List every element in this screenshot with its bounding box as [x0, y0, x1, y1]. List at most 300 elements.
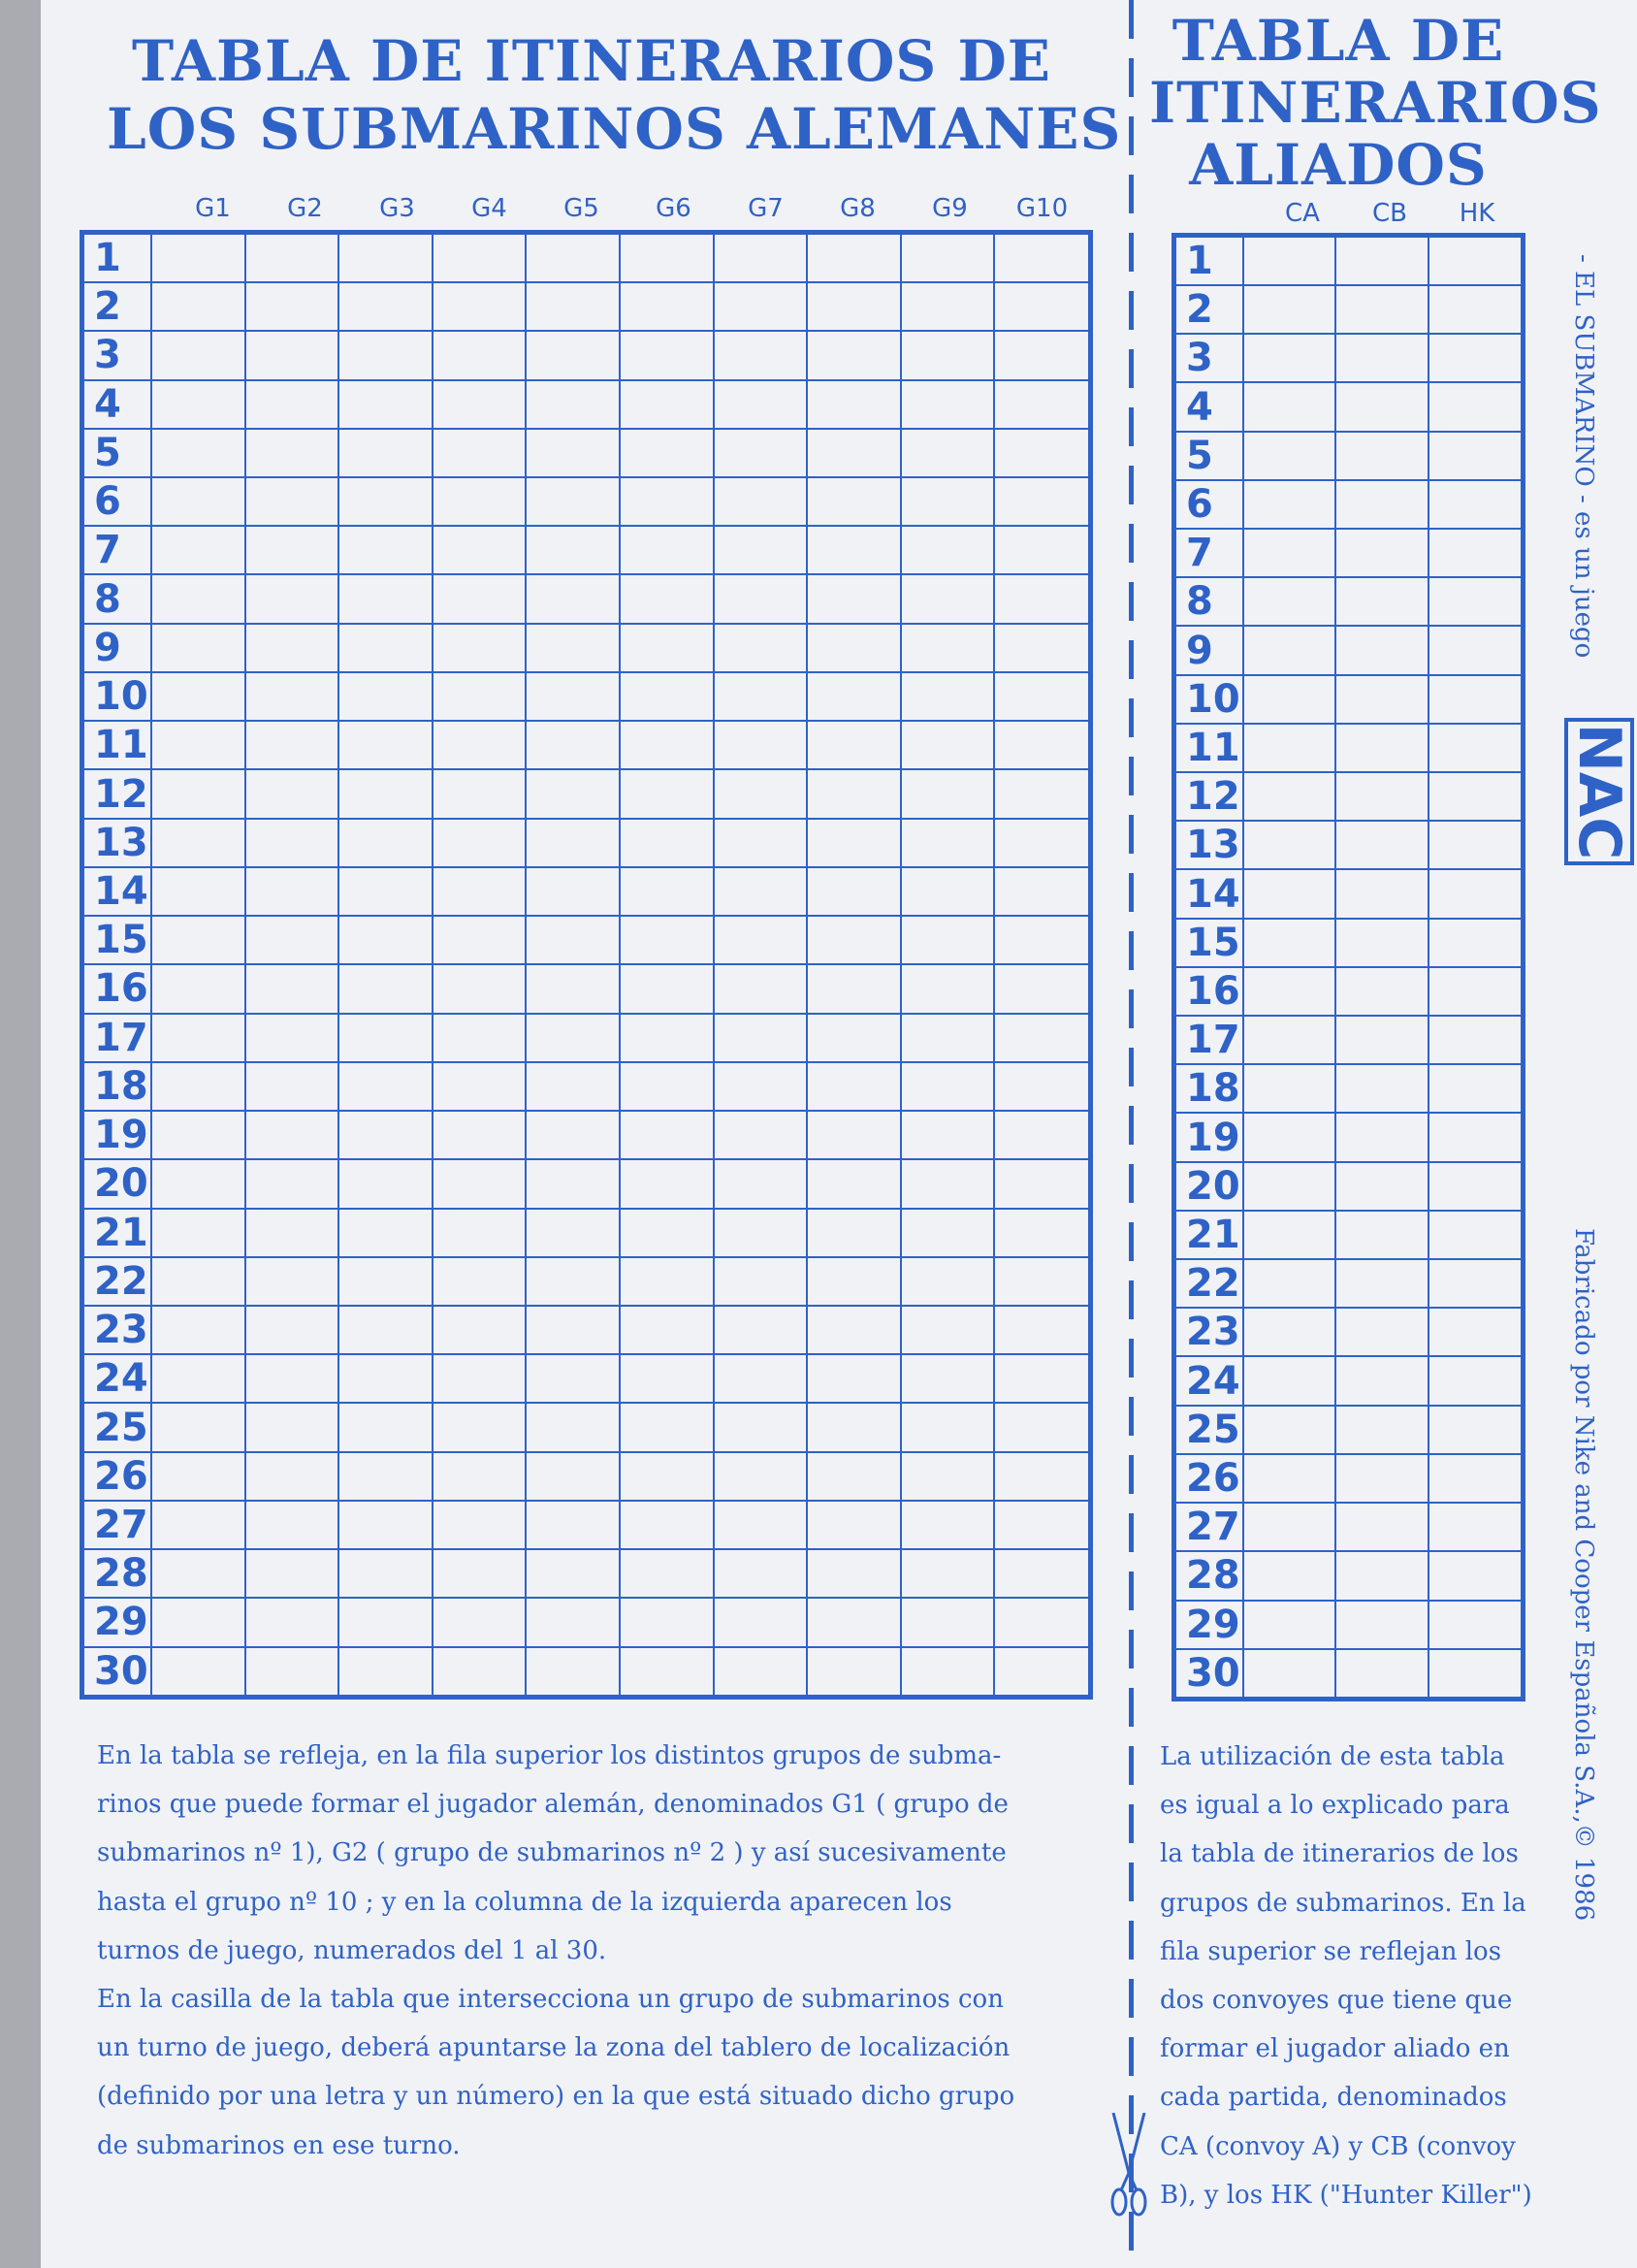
allied-table-cell[interactable]	[1243, 1211, 1335, 1259]
german-table-cell[interactable]	[994, 429, 1088, 477]
allied-table-cell[interactable]	[1243, 382, 1335, 431]
german-table-cell[interactable]	[151, 1306, 245, 1354]
german-table-cell[interactable]	[807, 574, 901, 623]
allied-table-cell[interactable]	[1335, 1259, 1428, 1308]
german-table-cell[interactable]	[994, 819, 1088, 867]
allied-table-cell[interactable]	[1428, 869, 1521, 918]
german-table-cell[interactable]	[807, 235, 901, 282]
german-table-cell[interactable]	[151, 1354, 245, 1403]
german-table-cell[interactable]	[245, 1159, 339, 1208]
german-table-cell[interactable]	[338, 867, 433, 916]
german-table-cell[interactable]	[245, 1209, 339, 1257]
allied-table-cell[interactable]	[1335, 334, 1428, 382]
german-table-cell[interactable]	[620, 867, 714, 916]
german-table-cell[interactable]	[245, 574, 339, 623]
allied-table-cell[interactable]	[1335, 1601, 1428, 1649]
german-table-cell[interactable]	[807, 1647, 901, 1695]
german-table-cell[interactable]	[901, 1209, 995, 1257]
german-table-cell[interactable]	[245, 964, 339, 1013]
german-table-cell[interactable]	[714, 867, 808, 916]
german-table-cell[interactable]	[807, 721, 901, 769]
german-table-cell[interactable]	[714, 1306, 808, 1354]
german-table-cell[interactable]	[714, 1647, 808, 1695]
allied-table-cell[interactable]	[1335, 919, 1428, 967]
german-table-cell[interactable]	[245, 1452, 339, 1501]
german-table-cell[interactable]	[151, 380, 245, 429]
german-table-cell[interactable]	[714, 1501, 808, 1549]
german-table-cell[interactable]	[901, 429, 995, 477]
german-table-cell[interactable]	[714, 380, 808, 429]
german-table-cell[interactable]	[714, 1452, 808, 1501]
german-table-cell[interactable]	[245, 331, 339, 379]
german-table-cell[interactable]	[901, 1111, 995, 1159]
german-table-cell[interactable]	[620, 331, 714, 379]
german-table-cell[interactable]	[338, 1159, 433, 1208]
german-table-cell[interactable]	[526, 429, 620, 477]
german-table-cell[interactable]	[526, 1647, 620, 1695]
german-table-cell[interactable]	[620, 1549, 714, 1598]
allied-table-cell[interactable]	[1243, 529, 1335, 577]
german-table-cell[interactable]	[526, 282, 620, 331]
allied-table-cell[interactable]	[1243, 724, 1335, 772]
german-table-cell[interactable]	[620, 1209, 714, 1257]
german-table-cell[interactable]	[338, 429, 433, 477]
german-table-cell[interactable]	[151, 1549, 245, 1598]
german-table-cell[interactable]	[526, 1549, 620, 1598]
allied-table-cell[interactable]	[1428, 1211, 1521, 1259]
german-table-cell[interactable]	[338, 235, 433, 282]
german-table-cell[interactable]	[901, 574, 995, 623]
allied-table-cell[interactable]	[1428, 480, 1521, 529]
german-table-cell[interactable]	[994, 1501, 1088, 1549]
german-table-cell[interactable]	[151, 331, 245, 379]
german-table-cell[interactable]	[526, 867, 620, 916]
german-table-cell[interactable]	[901, 1549, 995, 1598]
allied-table-cell[interactable]	[1243, 285, 1335, 334]
allied-table-cell[interactable]	[1243, 821, 1335, 869]
allied-table-cell[interactable]	[1335, 821, 1428, 869]
german-table-cell[interactable]	[245, 477, 339, 526]
german-table-cell[interactable]	[807, 672, 901, 721]
allied-table-cell[interactable]	[1335, 1649, 1428, 1697]
german-table-cell[interactable]	[714, 916, 808, 964]
allied-table-cell[interactable]	[1428, 1308, 1521, 1356]
german-table-cell[interactable]	[994, 282, 1088, 331]
german-table-cell[interactable]	[338, 380, 433, 429]
allied-table-cell[interactable]	[1243, 1503, 1335, 1551]
german-table-cell[interactable]	[994, 1403, 1088, 1451]
german-table-cell[interactable]	[338, 721, 433, 769]
german-table-cell[interactable]	[714, 624, 808, 672]
german-table-cell[interactable]	[714, 769, 808, 818]
german-table-cell[interactable]	[620, 477, 714, 526]
allied-table-cell[interactable]	[1428, 1162, 1521, 1211]
german-table-cell[interactable]	[994, 769, 1088, 818]
allied-table-cell[interactable]	[1428, 821, 1521, 869]
german-table-cell[interactable]	[338, 1403, 433, 1451]
german-table-cell[interactable]	[807, 916, 901, 964]
german-table-cell[interactable]	[245, 1014, 339, 1062]
german-table-cell[interactable]	[151, 721, 245, 769]
allied-table-cell[interactable]	[1243, 480, 1335, 529]
german-table-cell[interactable]	[807, 1501, 901, 1549]
german-table-cell[interactable]	[151, 235, 245, 282]
allied-table-cell[interactable]	[1243, 1308, 1335, 1356]
german-table-cell[interactable]	[151, 964, 245, 1013]
german-table-cell[interactable]	[526, 1306, 620, 1354]
german-table-cell[interactable]	[901, 380, 995, 429]
german-table-cell[interactable]	[714, 819, 808, 867]
allied-table-cell[interactable]	[1428, 772, 1521, 821]
german-table-cell[interactable]	[433, 624, 527, 672]
german-table-cell[interactable]	[151, 1014, 245, 1062]
german-table-cell[interactable]	[526, 1257, 620, 1306]
allied-table-cell[interactable]	[1428, 919, 1521, 967]
german-table-cell[interactable]	[620, 1014, 714, 1062]
german-table-cell[interactable]	[901, 1354, 995, 1403]
german-table-cell[interactable]	[245, 1501, 339, 1549]
german-table-cell[interactable]	[526, 1403, 620, 1451]
allied-table-cell[interactable]	[1428, 1649, 1521, 1697]
german-table-cell[interactable]	[151, 624, 245, 672]
allied-table-cell[interactable]	[1335, 1064, 1428, 1113]
german-table-cell[interactable]	[901, 1403, 995, 1451]
german-table-cell[interactable]	[526, 672, 620, 721]
german-table-cell[interactable]	[807, 624, 901, 672]
german-table-cell[interactable]	[245, 1403, 339, 1451]
german-table-cell[interactable]	[807, 1403, 901, 1451]
german-table-cell[interactable]	[151, 819, 245, 867]
german-table-cell[interactable]	[901, 331, 995, 379]
german-table-cell[interactable]	[338, 1647, 433, 1695]
german-table-cell[interactable]	[245, 1598, 339, 1646]
german-table-cell[interactable]	[807, 429, 901, 477]
allied-table-cell[interactable]	[1335, 1162, 1428, 1211]
german-table-cell[interactable]	[338, 1549, 433, 1598]
german-table-cell[interactable]	[807, 282, 901, 331]
german-table-cell[interactable]	[245, 1647, 339, 1695]
german-table-cell[interactable]	[714, 672, 808, 721]
allied-table-cell[interactable]	[1243, 772, 1335, 821]
german-table-cell[interactable]	[433, 964, 527, 1013]
german-table-cell[interactable]	[714, 1598, 808, 1646]
german-table-cell[interactable]	[433, 1014, 527, 1062]
german-table-cell[interactable]	[433, 769, 527, 818]
allied-table-cell[interactable]	[1428, 577, 1521, 626]
german-table-cell[interactable]	[994, 1257, 1088, 1306]
german-table-cell[interactable]	[245, 429, 339, 477]
german-table-cell[interactable]	[901, 235, 995, 282]
german-table-cell[interactable]	[151, 282, 245, 331]
german-table-cell[interactable]	[620, 1403, 714, 1451]
german-table-cell[interactable]	[620, 1257, 714, 1306]
allied-table-cell[interactable]	[1335, 724, 1428, 772]
german-table-cell[interactable]	[714, 1257, 808, 1306]
german-table-cell[interactable]	[901, 624, 995, 672]
german-table-cell[interactable]	[620, 769, 714, 818]
german-table-cell[interactable]	[338, 574, 433, 623]
german-table-cell[interactable]	[901, 1062, 995, 1111]
allied-table-cell[interactable]	[1335, 626, 1428, 674]
allied-table-cell[interactable]	[1335, 432, 1428, 480]
allied-table-cell[interactable]	[1428, 238, 1521, 285]
german-table-cell[interactable]	[433, 1549, 527, 1598]
german-table-cell[interactable]	[338, 916, 433, 964]
allied-table-cell[interactable]	[1243, 1406, 1335, 1454]
german-table-cell[interactable]	[994, 867, 1088, 916]
german-table-cell[interactable]	[433, 1209, 527, 1257]
german-table-cell[interactable]	[151, 1062, 245, 1111]
german-table-cell[interactable]	[338, 769, 433, 818]
german-table-cell[interactable]	[151, 1111, 245, 1159]
german-table-cell[interactable]	[807, 1159, 901, 1208]
german-table-cell[interactable]	[901, 1452, 995, 1501]
german-table-cell[interactable]	[807, 1598, 901, 1646]
allied-table-cell[interactable]	[1243, 1064, 1335, 1113]
german-table-cell[interactable]	[433, 1111, 527, 1159]
german-table-cell[interactable]	[433, 1257, 527, 1306]
german-table-cell[interactable]	[620, 1354, 714, 1403]
german-table-cell[interactable]	[433, 867, 527, 916]
german-table-cell[interactable]	[807, 380, 901, 429]
german-table-cell[interactable]	[151, 477, 245, 526]
german-table-cell[interactable]	[433, 721, 527, 769]
german-table-cell[interactable]	[620, 819, 714, 867]
german-table-cell[interactable]	[151, 429, 245, 477]
german-table-cell[interactable]	[151, 1257, 245, 1306]
german-table-cell[interactable]	[714, 574, 808, 623]
allied-table-cell[interactable]	[1428, 382, 1521, 431]
german-table-cell[interactable]	[151, 574, 245, 623]
german-table-cell[interactable]	[526, 1111, 620, 1159]
german-table-cell[interactable]	[151, 916, 245, 964]
german-table-cell[interactable]	[714, 235, 808, 282]
allied-table-cell[interactable]	[1428, 1601, 1521, 1649]
german-table-cell[interactable]	[151, 769, 245, 818]
german-table-cell[interactable]	[807, 819, 901, 867]
german-table-cell[interactable]	[901, 1257, 995, 1306]
german-table-cell[interactable]	[526, 624, 620, 672]
german-table-cell[interactable]	[338, 1062, 433, 1111]
german-table-cell[interactable]	[994, 1549, 1088, 1598]
german-table-cell[interactable]	[901, 916, 995, 964]
german-table-cell[interactable]	[714, 526, 808, 574]
german-table-cell[interactable]	[994, 526, 1088, 574]
german-table-cell[interactable]	[526, 916, 620, 964]
german-table-cell[interactable]	[433, 672, 527, 721]
german-table-cell[interactable]	[901, 526, 995, 574]
german-table-cell[interactable]	[433, 819, 527, 867]
german-table-cell[interactable]	[151, 672, 245, 721]
german-table-cell[interactable]	[994, 1159, 1088, 1208]
german-table-cell[interactable]	[151, 1501, 245, 1549]
german-table-cell[interactable]	[620, 380, 714, 429]
german-table-cell[interactable]	[526, 1159, 620, 1208]
german-table-cell[interactable]	[245, 721, 339, 769]
german-table-cell[interactable]	[807, 1306, 901, 1354]
allied-table-cell[interactable]	[1428, 432, 1521, 480]
german-table-cell[interactable]	[620, 429, 714, 477]
german-table-cell[interactable]	[526, 477, 620, 526]
german-table-cell[interactable]	[714, 429, 808, 477]
german-table-cell[interactable]	[994, 1354, 1088, 1403]
german-table-cell[interactable]	[620, 1306, 714, 1354]
german-table-cell[interactable]	[620, 721, 714, 769]
allied-table-cell[interactable]	[1428, 675, 1521, 724]
german-table-cell[interactable]	[433, 429, 527, 477]
german-table-cell[interactable]	[994, 916, 1088, 964]
german-table-cell[interactable]	[433, 331, 527, 379]
german-table-cell[interactable]	[714, 1062, 808, 1111]
allied-table-cell[interactable]	[1243, 1601, 1335, 1649]
german-table-cell[interactable]	[901, 672, 995, 721]
allied-table-cell[interactable]	[1335, 772, 1428, 821]
german-table-cell[interactable]	[433, 1354, 527, 1403]
german-table-cell[interactable]	[526, 1209, 620, 1257]
allied-table-cell[interactable]	[1335, 1503, 1428, 1551]
german-table-cell[interactable]	[620, 282, 714, 331]
allied-table-cell[interactable]	[1335, 1113, 1428, 1161]
german-table-cell[interactable]	[433, 1062, 527, 1111]
german-table-cell[interactable]	[714, 1403, 808, 1451]
allied-table-cell[interactable]	[1335, 1211, 1428, 1259]
allied-table-cell[interactable]	[1243, 1454, 1335, 1503]
allied-table-cell[interactable]	[1335, 869, 1428, 918]
german-table-cell[interactable]	[526, 1062, 620, 1111]
german-table-cell[interactable]	[901, 819, 995, 867]
german-table-cell[interactable]	[151, 867, 245, 916]
german-table-cell[interactable]	[526, 1598, 620, 1646]
german-table-cell[interactable]	[433, 1159, 527, 1208]
allied-table-cell[interactable]	[1428, 1113, 1521, 1161]
allied-table-cell[interactable]	[1243, 1162, 1335, 1211]
allied-table-cell[interactable]	[1428, 1016, 1521, 1064]
german-table-cell[interactable]	[433, 477, 527, 526]
german-table-cell[interactable]	[807, 1062, 901, 1111]
german-table-cell[interactable]	[807, 769, 901, 818]
german-table-cell[interactable]	[151, 1159, 245, 1208]
german-table-cell[interactable]	[433, 916, 527, 964]
german-table-cell[interactable]	[433, 1501, 527, 1549]
german-table-cell[interactable]	[620, 1159, 714, 1208]
german-table-cell[interactable]	[433, 1452, 527, 1501]
allied-table-cell[interactable]	[1335, 1551, 1428, 1600]
german-table-cell[interactable]	[245, 624, 339, 672]
german-table-cell[interactable]	[994, 1209, 1088, 1257]
german-table-cell[interactable]	[151, 1452, 245, 1501]
german-table-cell[interactable]	[245, 380, 339, 429]
german-table-cell[interactable]	[901, 1501, 995, 1549]
allied-table-cell[interactable]	[1243, 1551, 1335, 1600]
german-table-cell[interactable]	[994, 574, 1088, 623]
allied-table-cell[interactable]	[1243, 626, 1335, 674]
german-table-cell[interactable]	[714, 1354, 808, 1403]
german-table-cell[interactable]	[245, 916, 339, 964]
german-table-cell[interactable]	[245, 1549, 339, 1598]
german-table-cell[interactable]	[807, 964, 901, 1013]
german-table-cell[interactable]	[526, 380, 620, 429]
german-table-cell[interactable]	[526, 235, 620, 282]
german-table-cell[interactable]	[526, 331, 620, 379]
allied-table-cell[interactable]	[1428, 724, 1521, 772]
german-table-cell[interactable]	[620, 1452, 714, 1501]
german-table-cell[interactable]	[245, 819, 339, 867]
german-table-cell[interactable]	[338, 672, 433, 721]
german-table-cell[interactable]	[620, 574, 714, 623]
german-table-cell[interactable]	[338, 1014, 433, 1062]
allied-table-cell[interactable]	[1428, 285, 1521, 334]
allied-table-cell[interactable]	[1428, 334, 1521, 382]
german-table-cell[interactable]	[338, 819, 433, 867]
german-table-cell[interactable]	[245, 1354, 339, 1403]
german-table-cell[interactable]	[807, 1014, 901, 1062]
german-table-cell[interactable]	[151, 1209, 245, 1257]
german-table-cell[interactable]	[994, 721, 1088, 769]
german-table-cell[interactable]	[245, 867, 339, 916]
allied-table-cell[interactable]	[1428, 967, 1521, 1016]
allied-table-cell[interactable]	[1428, 1356, 1521, 1405]
allied-table-cell[interactable]	[1243, 1649, 1335, 1697]
german-table-cell[interactable]	[338, 1111, 433, 1159]
german-table-cell[interactable]	[433, 1647, 527, 1695]
allied-table-cell[interactable]	[1335, 480, 1428, 529]
german-table-cell[interactable]	[245, 672, 339, 721]
allied-table-cell[interactable]	[1335, 529, 1428, 577]
german-table-cell[interactable]	[433, 1403, 527, 1451]
german-table-cell[interactable]	[994, 477, 1088, 526]
german-table-cell[interactable]	[620, 624, 714, 672]
german-table-cell[interactable]	[338, 331, 433, 379]
german-table-cell[interactable]	[338, 1501, 433, 1549]
german-table-cell[interactable]	[807, 1549, 901, 1598]
german-table-cell[interactable]	[620, 1111, 714, 1159]
german-table-cell[interactable]	[151, 1598, 245, 1646]
allied-table-cell[interactable]	[1428, 1551, 1521, 1600]
german-table-cell[interactable]	[714, 1014, 808, 1062]
allied-table-cell[interactable]	[1335, 1356, 1428, 1405]
german-table-cell[interactable]	[245, 1062, 339, 1111]
german-table-cell[interactable]	[433, 380, 527, 429]
german-table-cell[interactable]	[714, 477, 808, 526]
allied-table-cell[interactable]	[1243, 1259, 1335, 1308]
german-table-cell[interactable]	[994, 331, 1088, 379]
allied-table-cell[interactable]	[1243, 1016, 1335, 1064]
german-table-cell[interactable]	[901, 282, 995, 331]
german-table-cell[interactable]	[714, 1209, 808, 1257]
german-table-cell[interactable]	[994, 1062, 1088, 1111]
german-table-cell[interactable]	[338, 964, 433, 1013]
allied-table-cell[interactable]	[1335, 238, 1428, 285]
german-table-cell[interactable]	[620, 526, 714, 574]
allied-table-cell[interactable]	[1243, 238, 1335, 285]
german-table-cell[interactable]	[245, 1306, 339, 1354]
german-table-cell[interactable]	[338, 526, 433, 574]
german-table-cell[interactable]	[338, 1257, 433, 1306]
german-table-cell[interactable]	[245, 769, 339, 818]
allied-table-cell[interactable]	[1428, 529, 1521, 577]
allied-table-cell[interactable]	[1335, 1454, 1428, 1503]
allied-table-cell[interactable]	[1243, 334, 1335, 382]
allied-table-cell[interactable]	[1428, 1259, 1521, 1308]
german-table-cell[interactable]	[807, 526, 901, 574]
allied-table-cell[interactable]	[1243, 432, 1335, 480]
german-table-cell[interactable]	[901, 1647, 995, 1695]
german-table-cell[interactable]	[338, 1306, 433, 1354]
german-table-cell[interactable]	[994, 380, 1088, 429]
allied-table-cell[interactable]	[1428, 1454, 1521, 1503]
allied-table-cell[interactable]	[1428, 626, 1521, 674]
german-table-cell[interactable]	[901, 477, 995, 526]
